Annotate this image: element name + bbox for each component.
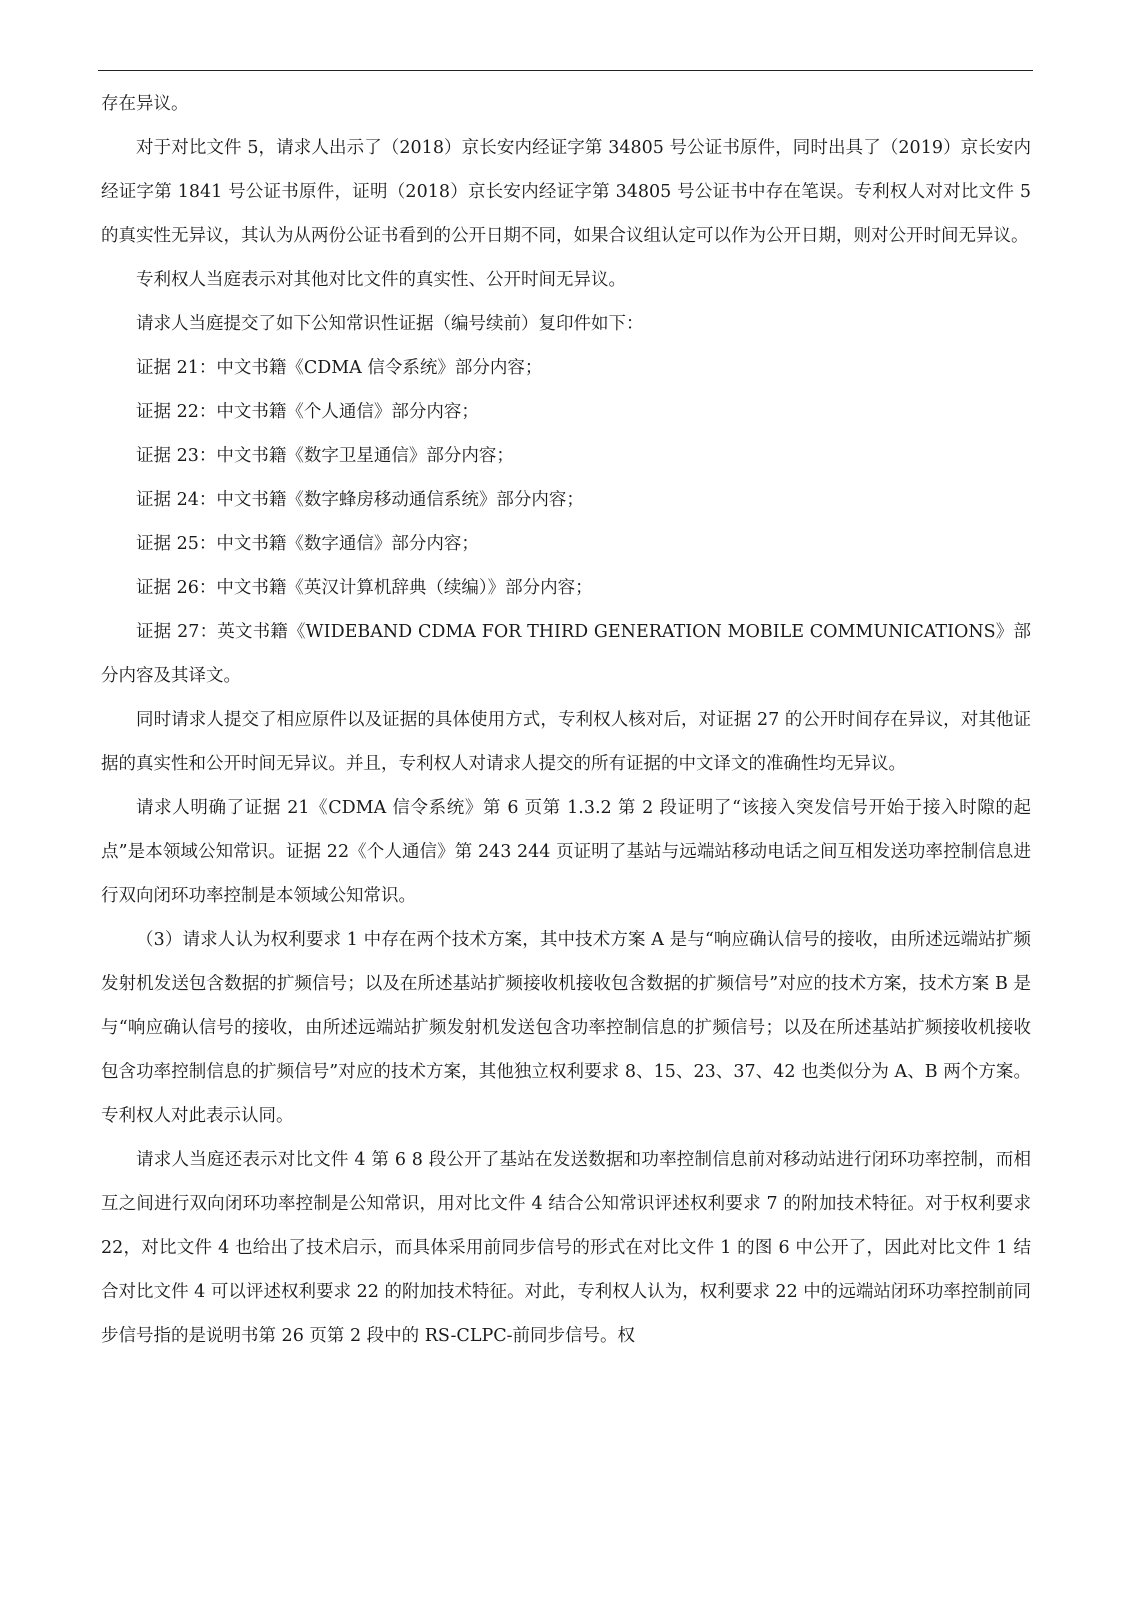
evidence-item-21: 证据 21：中文书籍《CDMA 信令系统》部分内容； (136, 358, 543, 378)
paragraph-exhibit-5: 对于对比文件 5，请求人出示了（2018）京长安内经证字第 34805 号公证书原件，同时出具了（2019）京长安内经证字第 1841 号公证书原件，证明（2018）京长安内经证字第 34805 号公证书中存在笔误。专利权人对对比文件 5 的真实性无异议，其认为从两份公证书看到的公开日期不同，如果合议组认定可以作为公开日期，则对公开时间无异议。 (101, 138, 1031, 246)
evidence-item-26: 证据 26：中文书籍《英汉计算机辞典（续编）》部分内容； (136, 578, 593, 598)
document-body (101, 82, 1031, 1358)
header-rule (98, 70, 1033, 71)
paragraph-evidence-intro: 请求人当庭提交了如下公知常识性证据（编号续前）复印件如下： (136, 314, 644, 334)
evidence-item-24: 证据 24：中文书籍《数字蜂房移动通信系统》部分内容； (136, 490, 584, 510)
evidence-item-22: 证据 22：中文书籍《个人通信》部分内容； (136, 402, 479, 422)
paragraph-exhibit-4-argument: 请求人当庭还表示对比文件 4 第 6 8 段公开了基站在发送数据和功率控制信息前对移动站进行闭环功率控制，而相互之间进行双向闭环功率控制是公知常识，用对比文件 4 结合公知常识评述权利要求 7 的附加技术特征。对于权利要求 22，对比文件 4 也给出了技术启示，而具体采用前同步信号的形式在对比文件 1 的图 6 中公开了，因此对比文件 1 结合对比文件 4 可以评述权利要求 22 的附加技术特征。对此，专利权人认为，权利要求 22 中的远端站闭环功率控制前同步信号指的是说明书第 26 页第 2 段中的 RS-CLPC-前同步信号。权 (101, 1150, 1031, 1346)
paragraph-originals-submitted: 同时请求人提交了相应原件以及证据的具体使用方式，专利权人核对后，对证据 27 的公开时间存在异议，对其他证据的真实性和公开时间无异议。并且，专利权人对请求人提交的所有证据的中文译文的准确性均无异议。 (101, 710, 1031, 774)
paragraph-evidence-purpose: 请求人明确了证据 21《CDMA 信令系统》第 6 页第 1.3.2 第 2 段证明了“该接入突发信号开始于接入时隙的起点”是本领域公知常识。证据 22《个人通信》第 243 244 页证明了基站与远端站移动电话之间互相发送功率控制信息进行双向闭环功率控制是本领域公知常识。 (101, 798, 1031, 906)
evidence-item-27: 证据 27：英文书籍《WIDEBAND CDMA FOR THIRD GENERATION MOBILE COMMUNICATIONS》部分内容及其译文。 (101, 622, 1031, 686)
paragraph-patentee-statement: 专利权人当庭表示对其他对比文件的真实性、公开时间无异议。 (136, 270, 626, 290)
paragraph-point-3: （3）请求人认为权利要求 1 中存在两个技术方案，其中技术方案 A 是与“响应确认信号的接收，由所述远端站扩频发射机发送包含数据的扩频信号；以及在所述基站扩频接收机接收包含数据的扩频信号”对应的技术方案，技术方案 B 是与“响应确认信号的接收，由所述远端站扩频发射机发送包含功率控制信息的扩频信号；以及在所述基站扩频接收机接收包含功率控制信息的扩频信号”对应的技术方案，其他独立权利要求 8、15、23、37、42 也类似分为 A、B 两个方案。专利权人对此表示认同。 (101, 930, 1031, 1126)
paragraph-continuation: 存在异议。 (101, 94, 189, 114)
evidence-item-23: 证据 23：中文书籍《数字卫星通信》部分内容； (136, 446, 514, 466)
evidence-item-25: 证据 25：中文书籍《数字通信》部分内容； (136, 534, 479, 554)
